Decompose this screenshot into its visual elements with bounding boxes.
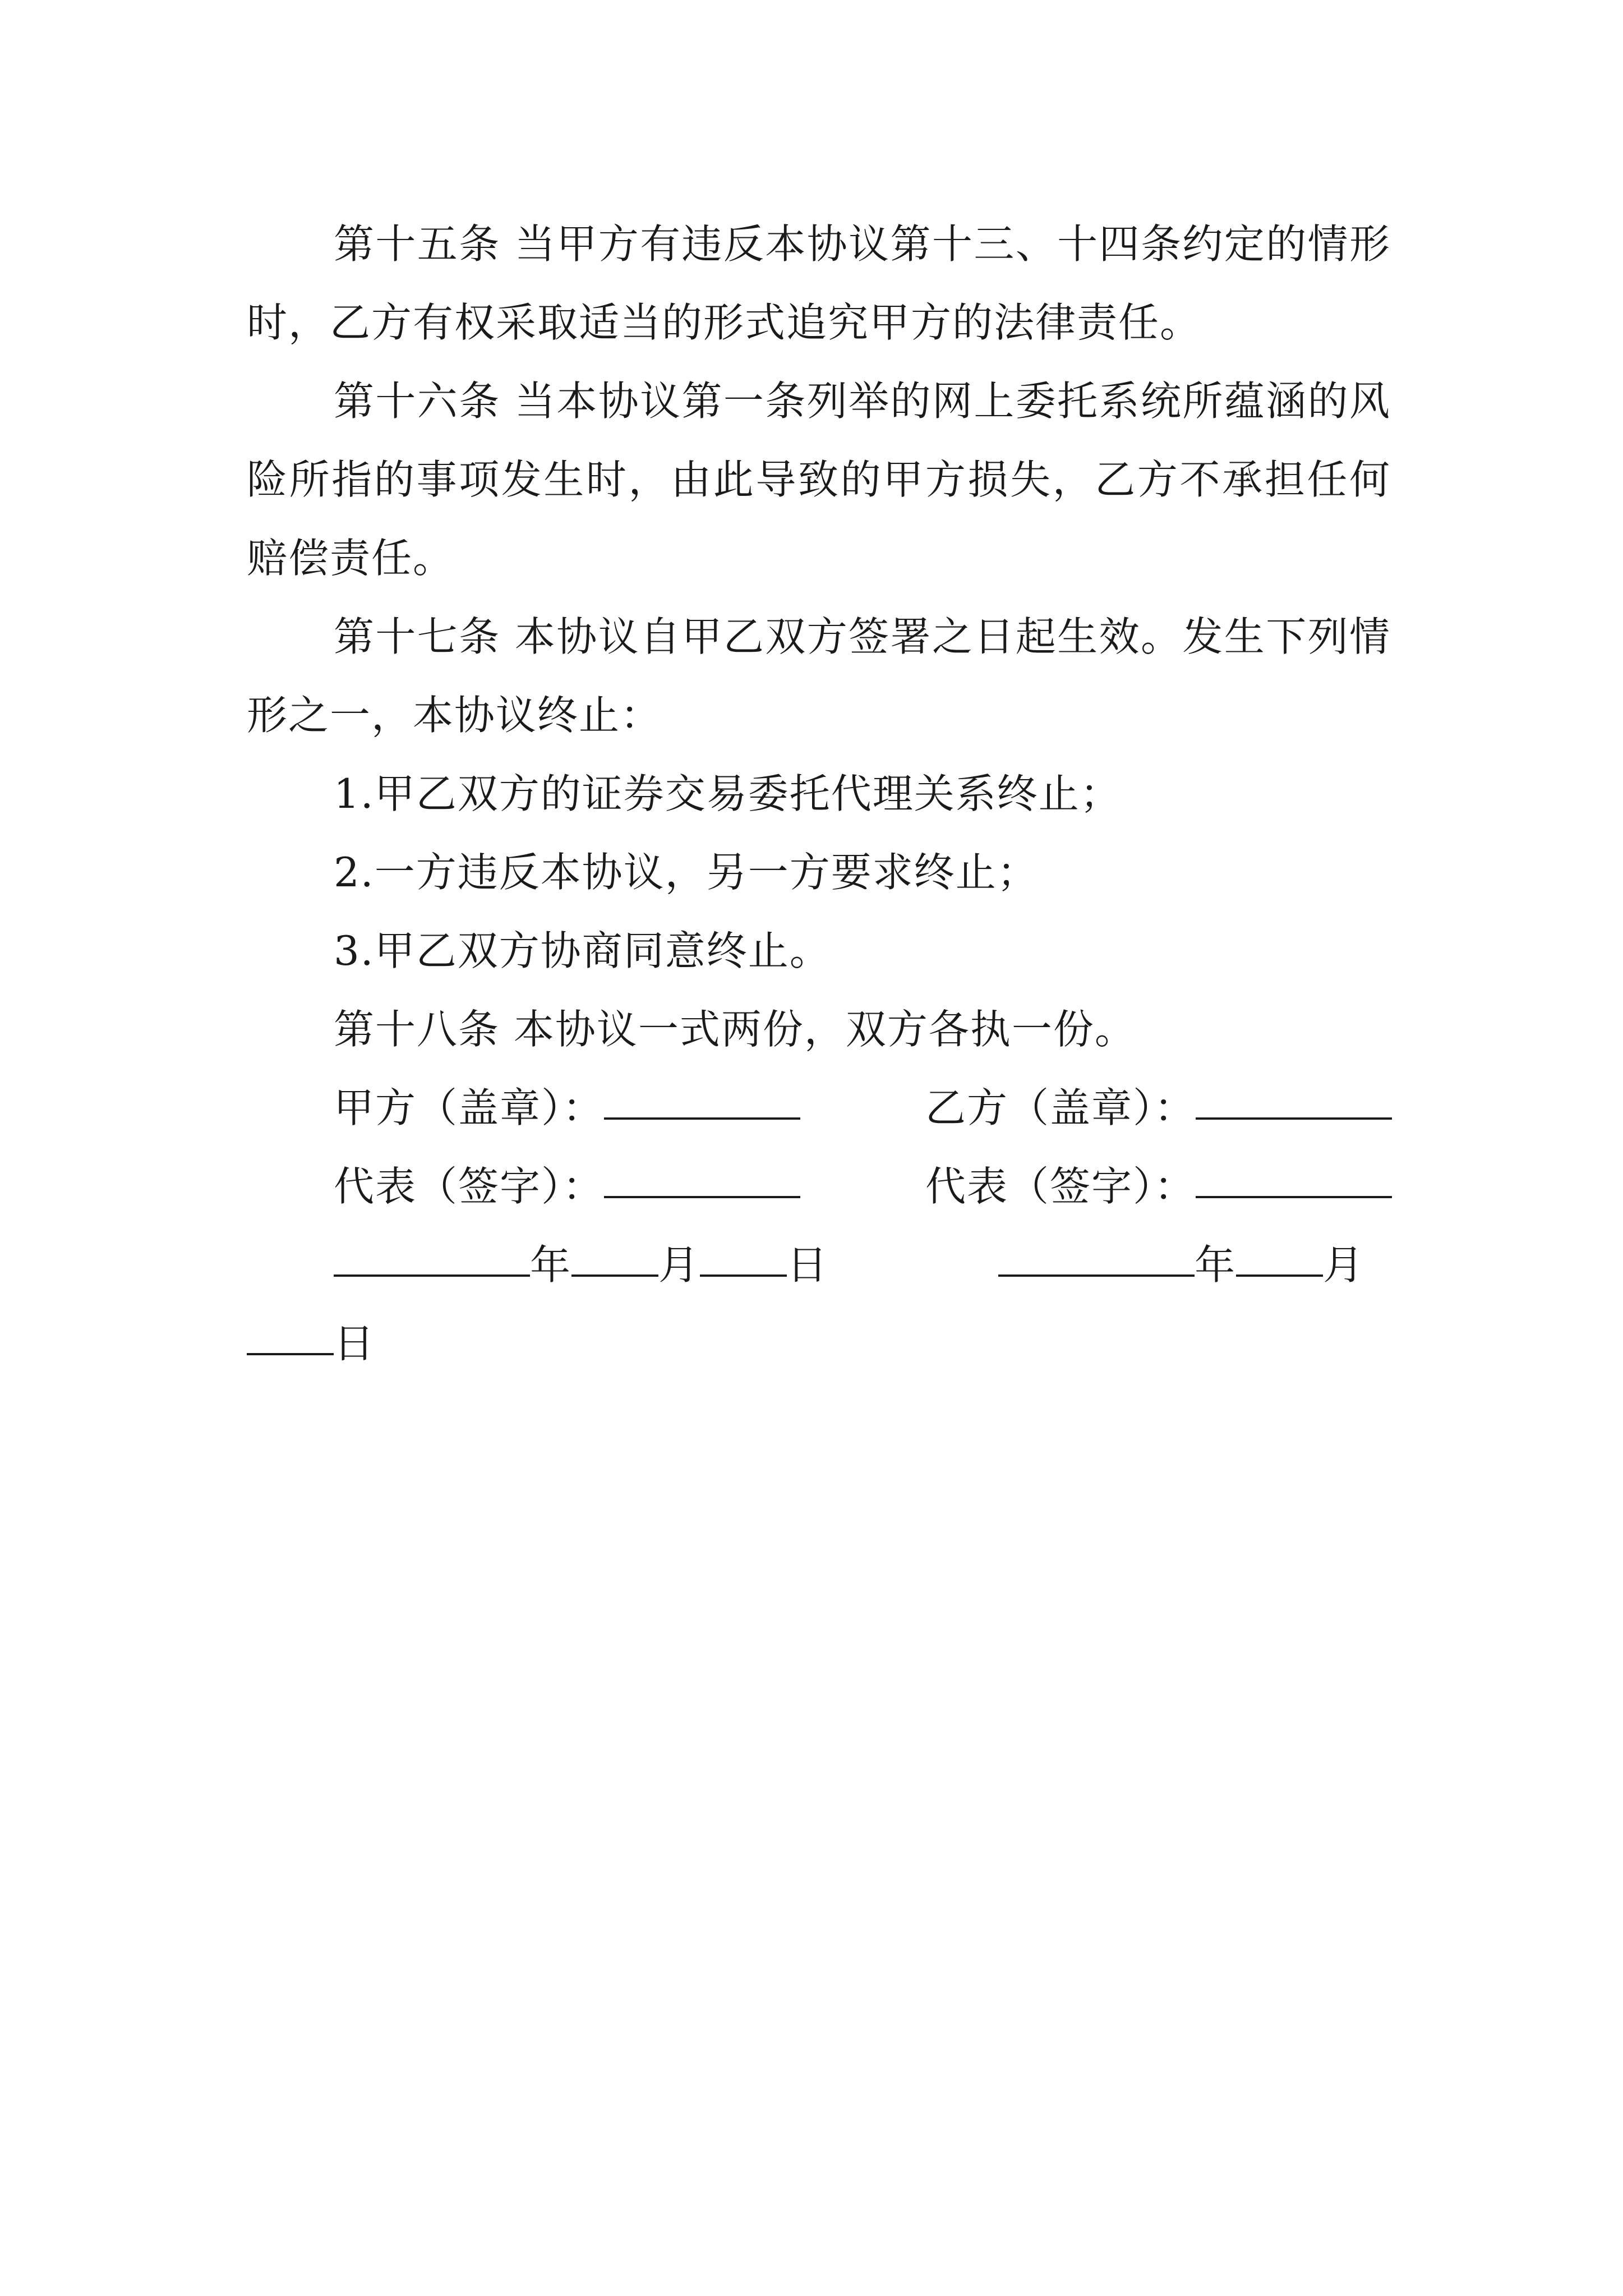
party-b-month-blank[interactable]: [1236, 1230, 1323, 1277]
article-18: 第十八条 本协议一式两份，双方各执一份。: [334, 1006, 1136, 1053]
party-b-rep-label: 代表（签字）：: [925, 1163, 1196, 1210]
party-a-seal-label: 甲方（盖章）：: [334, 1084, 605, 1131]
party-a-day-blank[interactable]: [700, 1230, 787, 1277]
party-a-rep-blank[interactable]: [604, 1151, 800, 1198]
document-body: [247, 205, 1391, 1383]
party-a-month-label: 月: [658, 1241, 700, 1289]
party-a-year-blank[interactable]: [334, 1230, 530, 1277]
termination-item-2: 2.一方违反本协议，另一方要求终止；: [334, 849, 1039, 896]
article-17: 第十七条 本协议自甲乙双方签署之日起生效。发生下列情形之一，本协议终止：: [247, 613, 1391, 739]
party-b-year-label: 年: [1195, 1241, 1237, 1289]
party-a-seal-blank[interactable]: [604, 1073, 800, 1120]
article-16: 第十六条 当本协议第一条列举的网上委托系统所蕴涵的风险所指的事项发生时，由此导致的甲方损失，乙方不承担任何赔偿责任。: [247, 378, 1391, 582]
party-b-seal-blank[interactable]: [1196, 1073, 1392, 1120]
party-b-date: [998, 1226, 1364, 1304]
party-b-day-label: 日: [334, 1320, 376, 1367]
party-a-seal-field: [334, 1069, 800, 1147]
seal-row: [247, 1069, 1391, 1147]
party-b-day-blank[interactable]: [247, 1308, 334, 1355]
party-b-year-blank[interactable]: [998, 1230, 1195, 1277]
party-a-year-label: 年: [530, 1241, 572, 1289]
party-b-date-continued: [247, 1304, 1391, 1383]
party-b-rep-field: [925, 1147, 1392, 1226]
party-b-rep-blank[interactable]: [1196, 1151, 1392, 1198]
representative-row: [247, 1147, 1391, 1226]
termination-item-3: 3.甲乙双方协商同意终止。: [334, 927, 831, 974]
party-b-seal-label: 乙方（盖章）：: [925, 1084, 1196, 1131]
party-b-seal-field: [925, 1069, 1392, 1147]
party-b-month-label: 月: [1323, 1241, 1365, 1289]
article-15: 第十五条 当甲方有违反本协议第十三、十四条约定的情形时，乙方有权采取适当的形式追究甲方的法律责任。: [247, 220, 1391, 346]
party-a-month-blank[interactable]: [571, 1230, 658, 1277]
party-a-rep-field: [334, 1147, 800, 1226]
party-a-rep-label: 代表（签字）：: [334, 1163, 605, 1210]
date-row: [247, 1226, 1391, 1304]
party-a-day-label: 日: [787, 1241, 829, 1289]
party-a-date: [334, 1226, 828, 1304]
termination-item-1: 1.甲乙双方的证券交易委托代理关系终止；: [334, 770, 1122, 817]
